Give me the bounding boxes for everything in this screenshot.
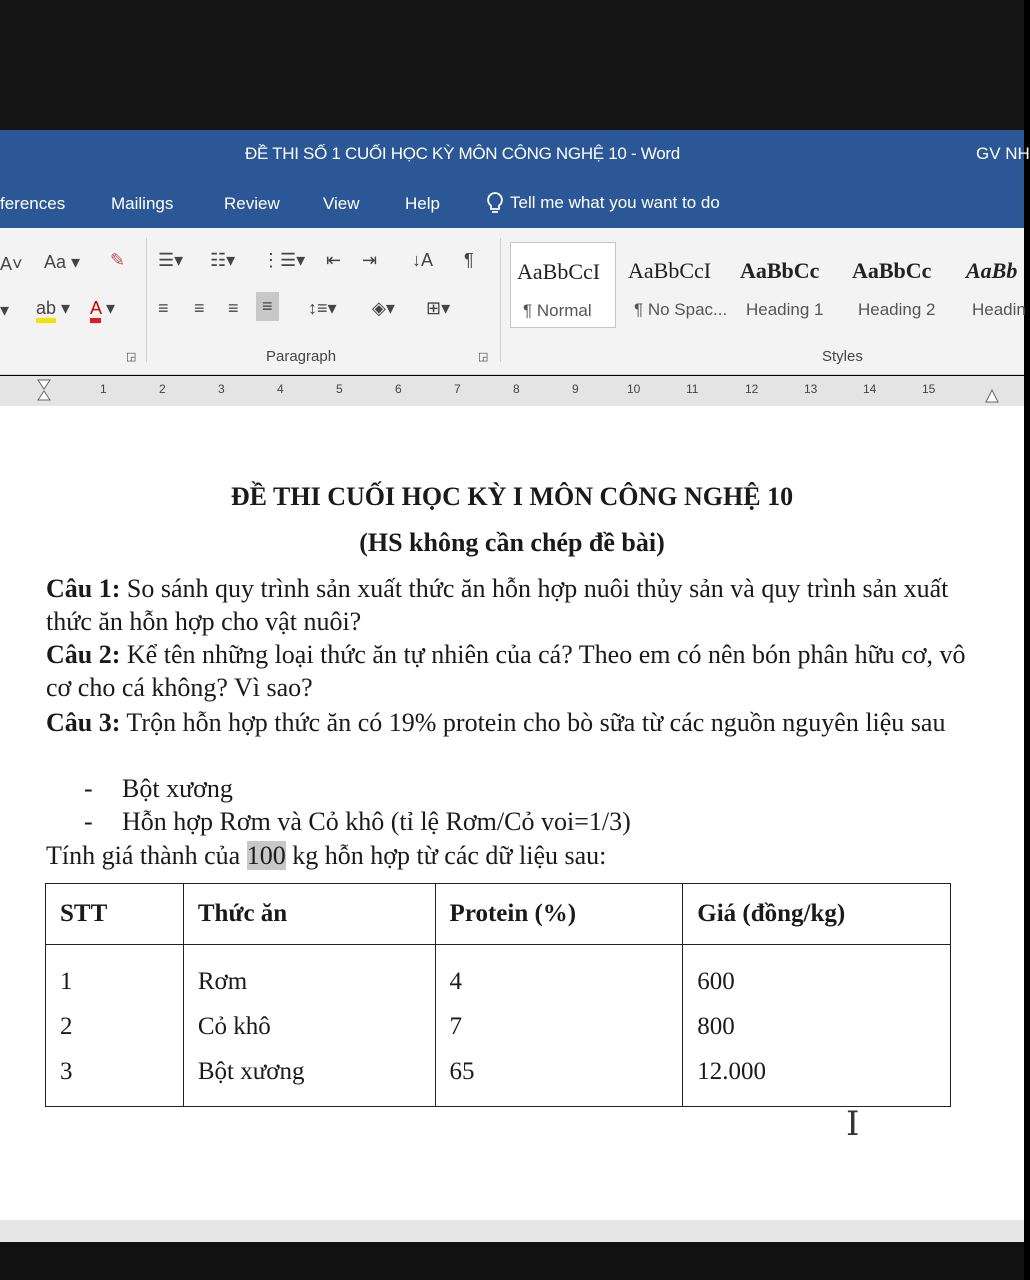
highlight-color-icon[interactable]: ab ▾: [36, 298, 70, 319]
ruler-tick: 2: [159, 382, 166, 396]
increase-indent-icon[interactable]: ⇥: [362, 250, 378, 270]
table-cell: 12.000: [683, 1049, 951, 1107]
style-heading-1[interactable]: AaBbCc Heading 1: [740, 258, 824, 319]
list-item: - Bột xương: [84, 774, 233, 803]
tab-mailings[interactable]: Mailings: [111, 194, 174, 213]
ribbon: [0, 228, 1024, 375]
table-cell: 4: [435, 945, 683, 1005]
table-cell: 65: [435, 1049, 683, 1107]
style-no-spacing[interactable]: AaBbCcI ¶ No Spac...: [628, 258, 728, 319]
styles-group-label: Styles: [822, 348, 863, 365]
table-header: STT: [46, 884, 184, 945]
table-row: [46, 945, 951, 1005]
table-cell: 2: [46, 1004, 184, 1049]
table-cell: 800: [683, 1004, 951, 1049]
table-row: [46, 1049, 951, 1107]
list-item: - Hỗn hợp Rơm và Cỏ khô (tỉ lệ Rơm/Cỏ voi=1/3): [84, 807, 631, 836]
table-cell: 600: [683, 945, 951, 1005]
paragraph-group-label: Paragraph: [266, 348, 337, 365]
document-page[interactable]: [0, 406, 1024, 1220]
table-cell: 7: [435, 1004, 683, 1049]
screen-border-bottom: [0, 1242, 1024, 1280]
font-dialog-launcher-icon[interactable]: ◲: [126, 351, 137, 363]
question-3: Câu 3: Trộn hỗn hợp thức ăn có 19% protein cho bò sữa từ các nguồn nguyên liệu sau: [46, 708, 946, 737]
justify-icon[interactable]: ≡: [256, 292, 279, 321]
style-normal[interactable]: AaBbCcI ¶ Normal: [510, 242, 616, 328]
show-formatting-icon[interactable]: ¶: [464, 250, 474, 270]
calc-instruction: Tính giá thành của 100 kg hỗn hợp từ các dữ liệu sau:: [46, 841, 607, 870]
table-cell: Rơm: [183, 945, 435, 1005]
group-separator: [146, 238, 147, 362]
font-color-icon[interactable]: A ▾: [90, 298, 115, 319]
table-row: [46, 1004, 951, 1049]
ruler-tick: 3: [218, 382, 225, 396]
ruler-tick: 8: [513, 382, 520, 396]
decrease-indent-icon[interactable]: ⇤: [326, 250, 342, 270]
shading-icon[interactable]: ◈▾: [372, 298, 395, 318]
screen-border-top: [0, 0, 1024, 130]
question-2: Câu 2: Kể tên những loại thức ăn tự nhiên của cá? Theo em có nên bón phân hữu cơ, vô cơ cho cá không? Vì sao?: [46, 640, 966, 702]
table-cell: 3: [46, 1049, 184, 1107]
document-subtitle: (HS không cần chép đề bài): [359, 528, 665, 557]
tab-view[interactable]: View: [323, 194, 360, 213]
align-right-icon[interactable]: ≡: [228, 298, 239, 318]
sort-icon[interactable]: ↓A: [412, 250, 434, 270]
group-separator: [500, 238, 501, 362]
numbering-icon[interactable]: ☷▾: [210, 250, 236, 270]
window-title: ĐỀ THI SỐ 1 CUỐI HỌC KỲ MÔN CÔNG NGHỆ 10 - Word: [245, 144, 680, 163]
style-heading-3[interactable]: AaBb Headin: [966, 258, 1026, 319]
tell-me-text: Tell me what you want to do: [510, 193, 720, 212]
tab-references[interactable]: ferences: [0, 194, 66, 213]
ruler-tick: 6: [395, 382, 402, 396]
selected-text[interactable]: 100: [246, 841, 286, 870]
user-name[interactable]: GV NH: [976, 144, 1030, 163]
ruler-tick: 11: [686, 382, 699, 396]
tab-review[interactable]: Review: [224, 194, 280, 213]
ruler-tick: 13: [804, 382, 818, 396]
feed-table: [45, 883, 951, 1107]
ruler-tick: 15: [922, 382, 936, 396]
lightbulb-icon: [486, 192, 504, 214]
text-cursor-icon: I: [846, 1104, 860, 1144]
right-indent-marker-icon[interactable]: [984, 384, 1000, 404]
horizontal-ruler[interactable]: [0, 376, 1024, 406]
ruler-tick: 7: [454, 382, 461, 396]
style-heading-2[interactable]: AaBbCc Heading 2: [852, 258, 936, 319]
tell-me-box[interactable]: [486, 192, 720, 214]
table-header: Thức ăn: [183, 884, 435, 945]
document-title: ĐỀ THI CUỐI HỌC KỲ I MÔN CÔNG NGHỆ 10: [230, 482, 794, 511]
multilevel-list-icon[interactable]: ⋮☰▾: [262, 250, 306, 270]
ruler-tick: 1: [100, 382, 107, 396]
page-gap: [0, 1220, 1024, 1242]
paragraph-dialog-launcher-icon[interactable]: ◲: [478, 351, 489, 363]
font-grow-icon[interactable]: A˅: [0, 254, 23, 274]
table-header: Protein (%): [435, 884, 683, 945]
ruler-tick: 9: [572, 382, 579, 396]
text-effects-icon[interactable]: ▾: [0, 300, 10, 320]
table-header: Giá (đồng/kg): [683, 884, 951, 945]
tab-help[interactable]: Help: [405, 194, 440, 213]
line-spacing-icon[interactable]: ↕≡▾: [308, 298, 337, 318]
borders-icon[interactable]: ⊞▾: [426, 298, 451, 318]
align-left-icon[interactable]: ≡: [158, 298, 169, 318]
table-cell: Cỏ khô: [183, 1004, 435, 1049]
question-1: Câu 1: So sánh quy trình sản xuất thức ăn hỗn hợp nuôi thủy sản và quy trình sản xuất thức ăn hỗn hợp cho vật nuôi?: [46, 574, 949, 636]
table-cell: 1: [46, 945, 184, 1005]
ruler-tick: 4: [277, 382, 284, 396]
ruler-tick: 14: [863, 382, 877, 396]
align-center-icon[interactable]: ≡: [194, 298, 205, 318]
table-cell: Bột xương: [183, 1049, 435, 1107]
clear-format-icon[interactable]: ✎: [110, 250, 126, 270]
ruler-tick: 10: [627, 382, 641, 396]
change-case-button[interactable]: Aa ▾: [44, 252, 81, 272]
indent-marker-icon[interactable]: [36, 378, 52, 404]
ribbon-tabs: [0, 178, 1024, 228]
table-header-row: [46, 884, 951, 945]
bullets-icon[interactable]: ☰▾: [158, 250, 184, 270]
ruler-tick: 5: [336, 382, 343, 396]
ruler-tick: 12: [745, 382, 759, 396]
title-bar: [0, 130, 1030, 178]
